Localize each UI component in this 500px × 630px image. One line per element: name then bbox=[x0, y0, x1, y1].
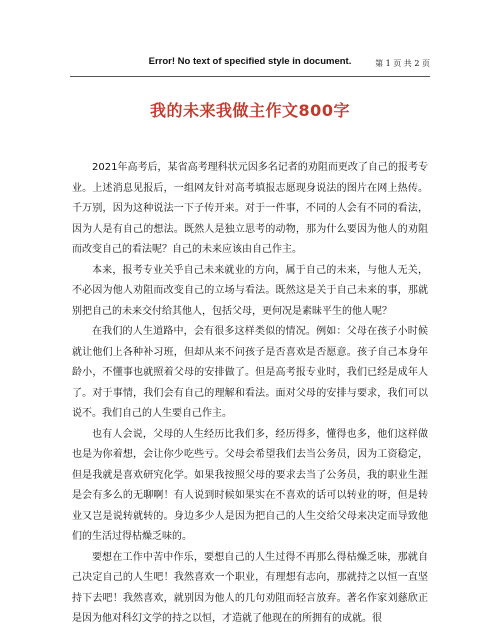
paragraph: 本来，报考专业关乎自己未来就业的方向，属于自己的未来，与他人无关，不必因为他人劝阻而改变自己的立场与看法。既然这是关于自己未来的事，那就别把自己的未来交付给其他人，包括父母，更何况是素昧平生的他人呢？ bbox=[72, 264, 428, 317]
header-title: Error! No text of specified style in document. bbox=[148, 56, 352, 67]
paragraph: 2021年高考后，某省高考理科状元因多名记者的劝阻而更改了自己的报考专业。上述消息见报后，一组网友针对高考填报志愿现身说法的图片在网上热传。千万别，因为这种说法一下子传开来。对于一件事，不同的人会有不同的看法，因为人是有自己的想法。既然人是独立思考的动物，那为什么要因为他人的劝阻而改变自己的看法呢？自己的未来应该由自己作主。 bbox=[72, 162, 428, 255]
paragraph: 也有人会说，父母的人生经历比我们多，经历得多，懂得也多，他们这样做也是为你着想，会让你少吃些亏。父母会希望我们去当公务员，因为工资稳定，但是我就是喜欢研究化学。如果我按照父母的要求去当了公务员，我的职业生涯是会有多么的无聊啊！有人说到时候如果实在不喜欢的话可以转业的呀，但是转业又岂是说转就转的。身边多少人是因为把自己的人生交给父母来决定而导致他们的生活过得枯燥乏味的。 bbox=[72, 428, 428, 542]
page-header bbox=[70, 52, 430, 77]
document-body bbox=[72, 158, 428, 630]
paragraph: 要想在工作中苦中作乐，要想自己的人生过得不再那么得枯燥乏味，那就自己决定自己的人生吧！我然喜欢一个职业，有理想有志向，那就持之以恒一直坚持下去吧！我然喜欢，就别因为他人的几句劝阻而轻言放弃。著名作家刘慈欣正是因为他对科幻文学的持之以恒，才造就了他现在的所拥有的成就。很 bbox=[72, 551, 428, 624]
document-title: 我的未来我做主作文800字 bbox=[150, 101, 350, 120]
paragraph: 在我们的人生道路中，会有很多这样类似的情况。例如：父母在孩子小时候就让他们上各种补习班，但却从来不问孩子是否喜欢是否愿意。孩子自己本身年龄小，不懂事也就照着父母的安排做了。但是高考报专业时，我们已经是成年人了。对于事情，我们会有自己的理解和看法。面对父母的安排与要求，我们可以说不。我们自己的人生要自己作主。 bbox=[72, 326, 428, 419]
page-number: 第 1 页 共 2 页 bbox=[375, 59, 430, 68]
